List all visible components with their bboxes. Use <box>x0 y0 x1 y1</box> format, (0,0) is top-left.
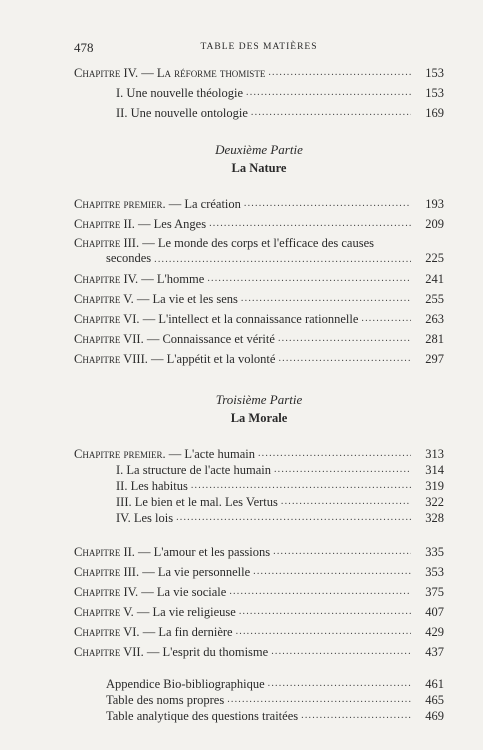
running-title: TABLE DES MATIÈRES <box>200 42 318 52</box>
toc-row-chapter <box>74 286 444 306</box>
page-ref: 375 <box>425 585 444 599</box>
page-ref: 469 <box>425 709 444 723</box>
dot-leader <box>176 511 411 525</box>
chapter-title: — La création <box>165 197 241 211</box>
appendix-title: Appendice Bio-bibliographique <box>106 677 265 691</box>
toc-row-appendix <box>74 707 444 723</box>
dot-leader <box>301 709 411 723</box>
dot-leader <box>191 479 411 493</box>
page-ref: 429 <box>425 625 444 639</box>
chapter-label: Chapitre IV. — <box>74 66 157 80</box>
chapter-title: — La vie sociale <box>138 585 227 599</box>
toc-row-chapter <box>74 599 444 619</box>
dot-leader <box>271 645 411 659</box>
toc-row-chapter <box>74 306 444 326</box>
chapter-label: Chapitre VIII. <box>74 352 148 366</box>
toc-row-subsection <box>74 509 444 525</box>
dot-leader <box>274 463 411 477</box>
toc-row-chapter <box>74 231 444 266</box>
chapter-title: — L'appétit et la volonté <box>147 352 276 366</box>
chapter-label: Chapitre VII. <box>74 645 144 659</box>
page-ref: 437 <box>425 645 444 659</box>
page-ref: 153 <box>425 66 444 80</box>
chapter-title-continued: secondes <box>106 251 152 265</box>
chapter-label: Chapitre V. <box>74 292 134 306</box>
chapter-title: — L'esprit du thomisme <box>143 645 269 659</box>
chapter-title: — La fin dernière <box>139 625 233 639</box>
chapter-title: — La vie et les sens <box>133 292 238 306</box>
dot-leader <box>251 106 411 120</box>
chapter-label: Chapitre premier. <box>74 197 166 211</box>
dot-leader <box>207 272 411 286</box>
page-ref: 319 <box>425 479 444 493</box>
dot-leader <box>268 66 411 80</box>
chapter-label: Chapitre III. <box>74 565 140 579</box>
dot-leader <box>268 677 411 691</box>
chapter-title: — L'homme <box>138 272 205 286</box>
dot-leader <box>258 447 411 461</box>
toc-row-appendix <box>74 691 444 707</box>
toc-row-subsection <box>74 80 444 100</box>
chapter-label: Chapitre V. <box>74 605 134 619</box>
dot-leader <box>241 292 411 306</box>
toc-row-chapter <box>74 579 444 599</box>
section-title: La Morale <box>230 411 288 425</box>
chapter-title: — L'acte humain <box>165 447 255 461</box>
chapter-title: — Les Anges <box>134 217 207 231</box>
section-title: La Nature <box>231 161 287 175</box>
page-ref: 313 <box>425 447 444 461</box>
dot-leader <box>253 565 411 579</box>
page-ref: 461 <box>425 677 444 691</box>
page-ref: 297 <box>425 352 444 366</box>
page-ref: 241 <box>425 272 444 286</box>
dot-leader <box>361 312 411 326</box>
dot-leader <box>227 693 411 707</box>
page-ref: 314 <box>425 463 444 477</box>
chapter-label: Chapitre VI. <box>74 625 140 639</box>
toc-row-chapter <box>74 639 444 659</box>
part-title: Deuxième Partie <box>215 142 303 157</box>
chapter-label: Chapitre II. <box>74 217 135 231</box>
appendix-title: Table des noms propres <box>106 693 225 707</box>
subsection-title: III. Le bien et le mal. Les Vertus <box>116 495 278 509</box>
page-ref: 209 <box>425 217 444 231</box>
chapter-title: — La vie personnelle <box>139 565 251 579</box>
dot-leader <box>236 625 411 639</box>
dot-leader <box>154 252 411 266</box>
part-title: Troisième Partie <box>215 392 303 407</box>
toc-row-chapter <box>74 266 444 286</box>
page-ref: 225 <box>425 251 444 265</box>
subsection-title: II. Une nouvelle ontologie <box>116 106 248 120</box>
dot-leader <box>246 86 411 100</box>
page-ref: 193 <box>425 197 444 211</box>
dot-leader <box>278 332 411 346</box>
chapter-title: — L'intellect et la connaissance rationnelle <box>139 312 359 326</box>
toc-row-chapter <box>74 559 444 579</box>
page-header <box>74 40 444 56</box>
toc-row-subsection <box>74 461 444 477</box>
toc-row-appendix <box>74 673 444 691</box>
page-ref: 255 <box>425 292 444 306</box>
page-ref: 322 <box>425 495 444 509</box>
toc-row-subsection <box>74 100 444 120</box>
toc-row-chapter <box>74 539 444 559</box>
subsection-title: II. Les habitus <box>116 479 188 493</box>
dot-leader <box>281 495 411 509</box>
dot-leader <box>229 585 411 599</box>
chapter-title: La réforme thomiste <box>156 66 266 80</box>
chapter-title: — Connaissance et vérité <box>143 332 275 346</box>
toc-row-chapter <box>74 619 444 639</box>
dot-leader <box>244 197 411 211</box>
chapter-title: — L'amour et les passions <box>134 545 271 559</box>
page-number: 478 <box>74 40 94 55</box>
toc-row-subsection <box>74 477 444 493</box>
chapter-label: Chapitre VII. <box>74 332 144 346</box>
chapter-label: Chapitre IV. <box>74 272 139 286</box>
toc-row-chapter <box>74 60 444 80</box>
page-ref: 328 <box>425 511 444 525</box>
dot-leader <box>209 217 411 231</box>
toc-row-chapter <box>74 191 444 211</box>
page-ref: 263 <box>425 312 444 326</box>
page-ref: 281 <box>425 332 444 346</box>
toc-row-chapter <box>74 326 444 346</box>
page-ref: 407 <box>425 605 444 619</box>
chapter-label: Chapitre VI. <box>74 312 140 326</box>
toc-row-chapter <box>74 211 444 231</box>
toc-row-subsection <box>74 493 444 509</box>
toc-row-chapter <box>74 441 444 461</box>
page-ref: 169 <box>425 106 444 120</box>
page-ref: 153 <box>425 86 444 100</box>
chapter-label: Chapitre IV. <box>74 585 139 599</box>
dot-leader <box>239 605 411 619</box>
page-ref: 465 <box>425 693 444 707</box>
chapter-label: Chapitre premier. <box>74 447 166 461</box>
subsection-title: I. Une nouvelle théologie <box>116 86 244 100</box>
toc-row-chapter <box>74 346 444 366</box>
dot-leader <box>278 352 411 366</box>
table-of-contents <box>74 60 444 723</box>
chapter-label: Chapitre II. <box>74 545 135 559</box>
page-ref: 353 <box>425 565 444 579</box>
subsection-title: IV. Les lois <box>116 511 174 525</box>
appendix-title: Table analytique des questions traitées <box>106 709 299 723</box>
subsection-title: I. La structure de l'acte humain <box>116 463 271 477</box>
dot-leader <box>273 545 411 559</box>
chapter-title: — La vie religieuse <box>133 605 236 619</box>
chapter-title: — Le monde des corps et l'efficace des causes <box>139 236 374 250</box>
page-ref: 335 <box>425 545 444 559</box>
chapter-label: Chapitre III. <box>74 236 140 250</box>
